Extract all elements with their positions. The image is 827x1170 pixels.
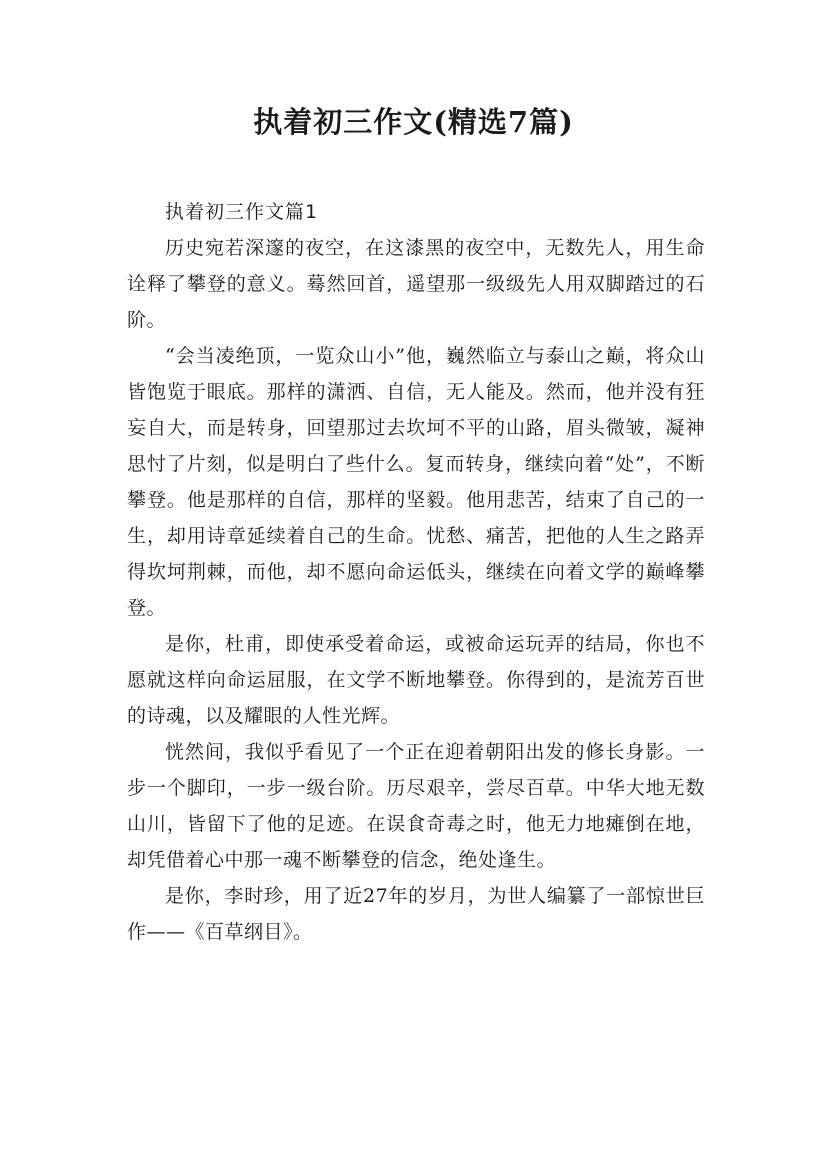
paragraph: 是你，杜甫，即使承受着命运，或被命运玩弄的结局，你也不愿就这样向命运屈服，在文学不断地攀登。你得到的，是流芳百世的诗魂，以及耀眼的人性光辉。: [127, 633, 705, 727]
paragraph: “会当凌绝顶，一览众山小”他，巍然临立与泰山之巅，将众山皆饱览于眼底。那样的潇洒、自信，无人能及。然而，他并没有狂妄自大，而是转身，回望那过去坎坷不平的山路，眉头微皱，凝神思忖了片刻，似是明白了些什么。复而转身，继续向着“处”，不断攀登。他是那样的自信，那样的坚毅。他用悲苦，结束了自己的一生，却用诗章延续着自己的生命。忧愁、痛苦，把他的人生之路弄得坎坷荆棘，而他，却不愿向命运低头，继续在向着文学的巅峰攀登。: [127, 345, 705, 619]
document-body: [127, 194, 705, 950]
paragraph: 恍然间，我似乎看见了一个正在迎着朝阳出发的修长身影。一步一个脚印，一步一级台阶。历尽艰辛，尝尽百草。中华大地无数山川，皆留下了他的足迹。在误食奇毒之时，他无力地瘫倒在地，却凭借着心中那一魂不断攀登的信念，绝处逢生。: [127, 741, 705, 871]
paragraph: 历史宛若深邃的夜空，在这漆黑的夜空中，无数先人，用生命诠释了攀登的意义。蓦然回首，遥望那一级级先人用双脚踏过的石阶。: [127, 237, 705, 331]
section-heading: 执着初三作文篇1: [165, 201, 318, 223]
page-title: 执着初三作文(精选7篇): [253, 105, 574, 139]
paragraph: 是你，李时珍，用了近27年的岁月，为世人编纂了一部惊世巨作——《百草纲目》。: [127, 885, 705, 943]
